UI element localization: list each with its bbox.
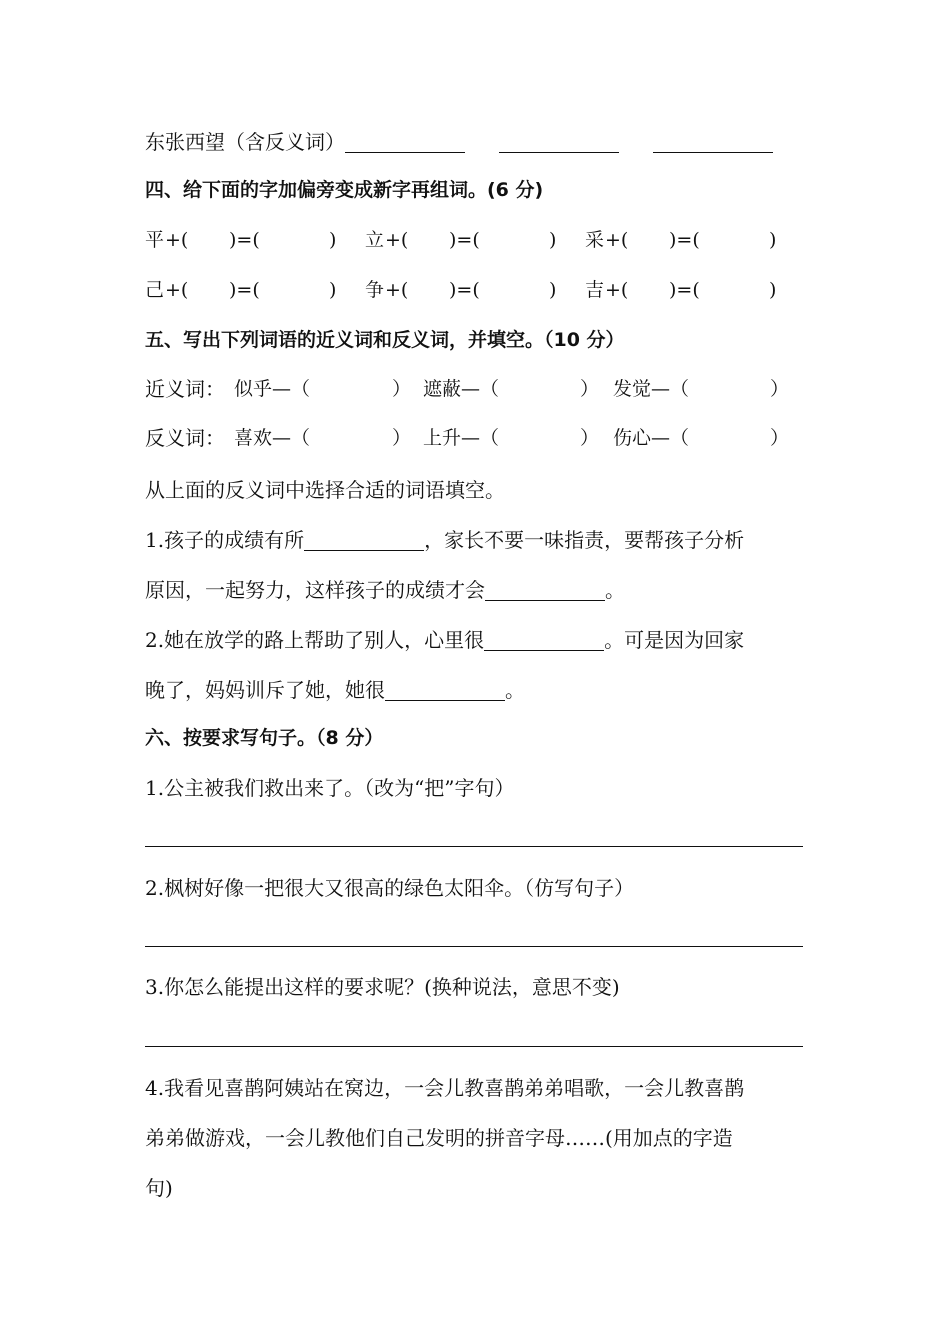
q5-close-paren: ） xyxy=(392,427,412,449)
q6-item-4-line-1: 4.我看见喜鹊阿姨站在窝边，一会儿教喜鹊弟弟唱歌，一会儿教喜鹊 xyxy=(145,1076,745,1100)
q5-antonym-2: 上升—（ xyxy=(423,427,500,449)
q4-equals-open: )=( xyxy=(449,229,480,251)
q5-sentence-2a: 2.她在放学的路上帮助了别人，心里很 。可是因为回家 xyxy=(145,628,745,652)
q5-antonym-1: 喜欢—（ xyxy=(234,427,311,449)
answer-blank[interactable] xyxy=(345,130,465,153)
answer-blank[interactable] xyxy=(484,628,604,651)
q4-char: 立 xyxy=(365,229,385,251)
q5-instruction: 从上面的反义词中选择合适的词语填空。 xyxy=(145,478,505,502)
q4-char: 平 xyxy=(145,229,165,251)
q4-equals-open: )=( xyxy=(669,229,700,251)
q4-close-paren: ) xyxy=(549,279,557,301)
q4-plus-open: +( xyxy=(165,229,189,251)
q4-close-paren: ) xyxy=(549,229,557,251)
answer-blank[interactable] xyxy=(499,130,619,153)
q6-heading: 六、按要求写句子。（8 分） xyxy=(145,727,384,749)
answer-line[interactable] xyxy=(145,846,803,847)
q4-equals-open: )=( xyxy=(229,279,260,301)
q4-plus-open: +( xyxy=(385,229,409,251)
q5-synonym-2: 遮蔽—（ xyxy=(423,378,500,400)
q5-sentence-1a: 1.孩子的成绩有所 ，家长不要一味指责，要帮孩子分析 xyxy=(145,528,745,552)
q4-equals-open: )=( xyxy=(229,229,260,251)
q5-close-paren: ） xyxy=(580,427,600,449)
q4-plus-open: +( xyxy=(605,229,629,251)
q6-item-4-line-3: 句) xyxy=(145,1176,173,1200)
q4-char: 争 xyxy=(365,279,385,301)
q3-tail-line xyxy=(145,128,773,156)
q5-close-paren: ） xyxy=(392,378,412,400)
answer-line[interactable] xyxy=(145,1046,803,1047)
q4-equals-open: )=( xyxy=(449,279,480,301)
answer-blank[interactable] xyxy=(304,528,424,551)
q6-item-3: 3.你怎么能提出这样的要求呢？(换种说法，意思不变) xyxy=(145,975,620,999)
q5-close-paren: ） xyxy=(770,427,790,449)
q4-plus-open: +( xyxy=(165,279,189,301)
q4-close-paren: ) xyxy=(769,229,777,251)
q5-heading: 五、写出下列词语的近义词和反义词，并填空。（10 分） xyxy=(145,329,625,351)
q5-synonym-3: 发觉—（ xyxy=(613,378,690,400)
q5-sentence-1b: 原因，一起努力，这样孩子的成绩才会 。 xyxy=(145,578,625,602)
q5-antonym-label: 反义词： xyxy=(145,426,225,450)
q4-equals-open: )=( xyxy=(669,279,700,301)
q6-item-1: 1.公主被我们救出来了。（改为“把”字句） xyxy=(145,776,515,800)
q5-close-paren: ） xyxy=(580,378,600,400)
q4-char: 采 xyxy=(585,229,605,251)
q5-synonym-1: 似乎—（ xyxy=(234,378,311,400)
q4-close-paren: ) xyxy=(329,279,337,301)
q4-close-paren: ) xyxy=(769,279,777,301)
q5-close-paren: ） xyxy=(770,378,790,400)
q5-antonym-3: 伤心—（ xyxy=(613,427,690,449)
q4-plus-open: +( xyxy=(605,279,629,301)
answer-blank[interactable] xyxy=(653,130,773,153)
q5-synonym-label: 近义词： xyxy=(145,377,225,401)
q3-tail-text: 东张西望（含反义词） xyxy=(145,130,345,154)
q4-close-paren: ) xyxy=(329,229,337,251)
q4-heading: 四、给下面的字加偏旁变成新字再组词。(6 分) xyxy=(145,179,544,201)
answer-blank[interactable] xyxy=(485,578,605,601)
q4-char: 己 xyxy=(145,279,165,301)
answer-blank[interactable] xyxy=(385,678,505,701)
q6-item-4-line-2: 弟弟做游戏，一会儿教他们自己发明的拼音字母……(用加点的字造 xyxy=(145,1126,733,1150)
q5-sentence-2b: 晚了，妈妈训斥了她，她很 。 xyxy=(145,678,525,702)
q4-plus-open: +( xyxy=(385,279,409,301)
answer-line[interactable] xyxy=(145,946,803,947)
q6-item-2: 2.枫树好像一把很大又很高的绿色太阳伞。（仿写句子） xyxy=(145,876,635,900)
q4-char: 吉 xyxy=(585,279,605,301)
